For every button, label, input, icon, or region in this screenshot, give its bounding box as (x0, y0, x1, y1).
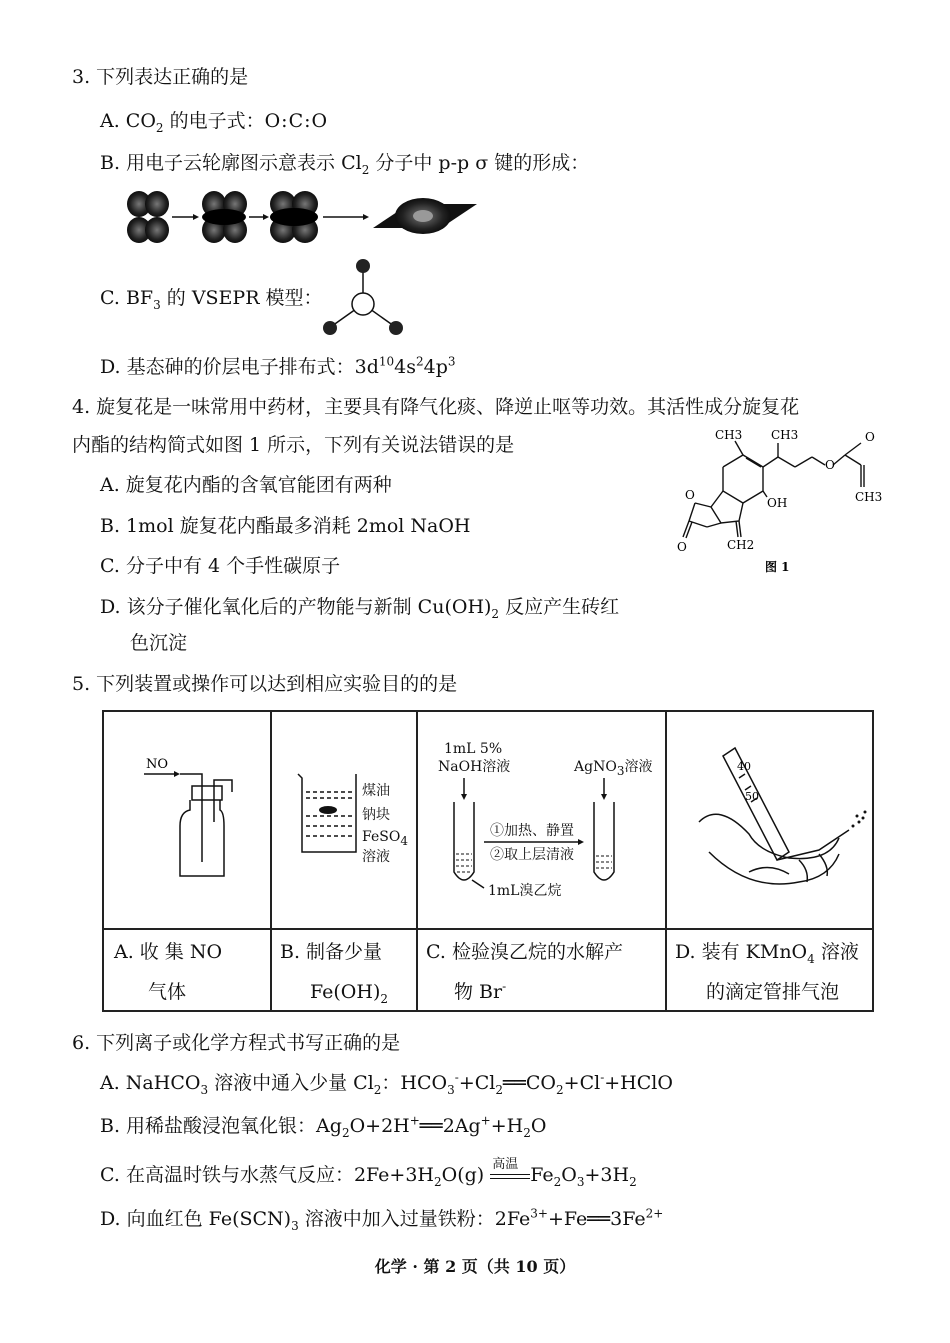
cap-c2-pre: 物 Br (454, 981, 503, 1003)
label-bromoethane: 1mL溴乙烷 (488, 883, 562, 899)
orbital-overlap-figure (125, 188, 480, 246)
feso4-text: FeSO (362, 829, 401, 845)
q6d-sup1: 3+ (530, 1206, 548, 1221)
q6a-pre: A. NaHCO (100, 1072, 201, 1094)
burette-hand-figure (679, 742, 869, 892)
caption-d-line2: 的滴定管排气泡 (706, 981, 840, 1003)
q3-d-sup3: 3 (447, 354, 456, 369)
q3-b-sub: 2 (361, 162, 370, 177)
caption-c-line2 (454, 972, 506, 1012)
burette-mark-40: 40 (737, 760, 751, 773)
q4-d-tail: 反应产生砖红 (499, 596, 620, 618)
label-naoh-2: NaOH溶液 (438, 759, 511, 775)
q6c-m3: O (561, 1164, 577, 1186)
q6b-m3: +H (490, 1115, 524, 1137)
q6d-m2: +Fe (547, 1208, 588, 1230)
xuanfuhua-lactone-structure (675, 425, 885, 580)
caption-b-line2 (310, 972, 388, 1012)
agno3-pre: AgNO (574, 759, 617, 775)
bf3-vsepr-model (318, 256, 408, 340)
cap-b2-pre: Fe(OH) (310, 981, 381, 1003)
q3-c-sub: 3 (153, 297, 161, 312)
q6c-m4: +3H (584, 1164, 630, 1186)
gas-washing-bottle (134, 752, 254, 892)
q6a-sub3: 3 (447, 1082, 455, 1097)
cell-a-no-label: NO (146, 757, 169, 772)
fig-label-ch3a: CH3 (715, 428, 743, 442)
q6a-sup5: - (600, 1070, 605, 1085)
q6b-m2: 2Ag (442, 1115, 481, 1137)
q3-d-m1: 4s (394, 356, 417, 378)
caption-c-line1: C. 检验溴乙烷的水解产 (426, 941, 623, 963)
q3-c-tail: 的 VSEPR 模型： (160, 287, 323, 309)
q3-b-pre: B. 用电子云轮廓图示意表示 Cl (100, 152, 362, 174)
q3-c-pre: C. BF (100, 287, 154, 309)
q6b-m1: O+2H (349, 1115, 410, 1137)
cap-d1-sub: 4 (807, 951, 815, 966)
label-kerosene: 煤油 (362, 783, 390, 799)
fig-label-ch2: CH2 (727, 538, 755, 552)
q5-apparatus-table (102, 710, 874, 1012)
q6a-sub1: 3 (200, 1082, 209, 1097)
q6a-sup3: - (454, 1070, 459, 1085)
label-step2: ②取上层清液 (490, 847, 574, 863)
q3-b-tail: 分子中 p-p σ 键的形成： (369, 152, 590, 174)
q3-option-a (100, 108, 328, 134)
q6a-m3: +Cl (458, 1072, 496, 1094)
fig-label-o3: O (685, 488, 695, 502)
burette-mark-50: 50 (745, 790, 759, 803)
page-footer: 化学 · 第 2 页（共 10 页） (374, 1257, 576, 1276)
q4-option-d (100, 594, 619, 620)
label-step1: ①加热、静置 (490, 823, 574, 839)
cap-d1-pre: D. 装有 KMnO (675, 941, 808, 963)
q4-option-a: A. 旋复花内酯的含氧官能团有两种 (100, 474, 392, 496)
q6d-m3: 3Fe (610, 1208, 646, 1230)
q6b-sub1: 2 (341, 1125, 350, 1140)
q4-d-sub: 2 (491, 606, 500, 621)
q6a-sub2: 2 (373, 1082, 382, 1097)
caption-a-line1: A. 收 集 NO (114, 941, 223, 963)
q3-a-label: A. CO (100, 110, 156, 132)
fig-label-o2: O (865, 430, 875, 444)
q6d-pre: D. 向血红色 Fe(SCN) (100, 1208, 292, 1230)
q6b-sub2: 2 (523, 1125, 531, 1140)
q3-d-pre: D. 基态砷的价层电子排布式：3d (100, 356, 379, 378)
q6-option-b (100, 1113, 546, 1139)
q6c-sub2: 2 (553, 1174, 562, 1189)
fig-label-ch3c: CH3 (855, 490, 883, 504)
p-orbital-1 (127, 191, 169, 243)
q4-option-b: B. 1mol 旋复花内酯最多消耗 2mol NaOH (100, 515, 471, 537)
q6-option-d (100, 1206, 663, 1232)
q6-option-a (100, 1070, 673, 1096)
co2-electron-formula: O:C:O (264, 110, 329, 132)
label-naoh-1: 1mL 5% (444, 741, 503, 757)
q6c-condition-arrow (490, 1157, 530, 1186)
q5-stem: 5. 下列装置或操作可以达到相应实验目的的是 (72, 673, 458, 695)
q6d-eq: ══ (587, 1208, 611, 1230)
q3-stem: 3. 下列表达正确的是 (72, 66, 249, 88)
q6d-sub1: 3 (291, 1218, 299, 1233)
q4-option-c: C. 分子中有 4 个手性碳原子 (100, 555, 341, 577)
q3-d-sup2: 2 (416, 354, 424, 369)
fig-label-o4: O (677, 540, 687, 554)
feso4-sub: 4 (400, 833, 408, 848)
agno3-tail: 溶液 (624, 759, 653, 775)
q4-stem-line1: 4. 旋复花是一味常用中药材，主要具有降气化痰、降逆止呕等功效。其活性成分旋复花 (72, 396, 800, 418)
cap-b2-sub: 2 (380, 991, 388, 1006)
p-orbital-3 (270, 191, 318, 243)
q6c-m2: Fe (530, 1164, 554, 1186)
q6a-sub5: 2 (556, 1082, 564, 1097)
agno3-sub: 3 (616, 763, 625, 778)
label-solution: 溶液 (362, 849, 390, 865)
fig-label-ch3b: CH3 (771, 428, 799, 442)
label-agno3 (574, 758, 652, 776)
cap-c2-sup: - (502, 979, 507, 994)
q6b-eq: ══ (419, 1115, 443, 1137)
caption-b-line1: B. 制备少量 (280, 941, 383, 963)
q6c-sub1: 2 (434, 1174, 442, 1189)
caption-d-line1 (675, 932, 859, 972)
q6a-m1: 溶液中通入少量 Cl (208, 1072, 374, 1094)
p-orbital-2 (202, 191, 247, 243)
fig-label-oh: OH (767, 496, 788, 510)
q6c-sub3: 3 (576, 1174, 585, 1189)
q6a-m5: +Cl (563, 1072, 601, 1094)
q4-option-d-line2: 色沉淀 (130, 632, 188, 654)
q6c-m1: O(g) (441, 1164, 485, 1186)
q4-stem-line2: 内酯的结构简式如图 1 所示，下列有关说法错误的是 (72, 434, 515, 456)
q3-d-m2: 4p (423, 356, 448, 378)
q6a-m6: +HClO (604, 1072, 673, 1094)
q6c-sub4: 2 (629, 1174, 637, 1189)
q6-stem: 6. 下列离子或化学方程式书写正确的是 (72, 1032, 401, 1054)
q3-option-c (100, 285, 323, 311)
fig-label-o1: O (825, 458, 835, 472)
q6a-m2: ：HCO (381, 1072, 448, 1094)
sigma-bond-orbital (373, 198, 477, 234)
q6c-pre: C. 在高温时铁与水蒸气反应：2Fe+3H (100, 1164, 434, 1186)
q6a-eq: ══ (503, 1072, 526, 1094)
q3-option-d (100, 354, 456, 380)
q3-d-sup1: 10 (378, 354, 395, 369)
q6b-m4: O (530, 1115, 547, 1137)
label-feso4 (362, 828, 408, 846)
q6-option-c (100, 1157, 637, 1189)
cap-d1-tail: 溶液 (814, 941, 859, 963)
q3-option-b (100, 150, 589, 176)
q4-d-pre: D. 该分子催化氧化后的产物能与新制 Cu(OH) (100, 596, 492, 618)
q3-a-sub: 2 (155, 120, 164, 135)
q6c-condition: 高温 (492, 1157, 519, 1172)
caption-a-line2: 气体 (148, 981, 187, 1003)
q6a-m4: CO (525, 1072, 557, 1094)
q6d-m1: 溶液中加入过量铁粉：2Fe (298, 1208, 531, 1230)
q6b-pre: B. 用稀盐酸浸泡氧化银：Ag (100, 1115, 342, 1137)
fig1-caption: 图 1 (765, 560, 790, 574)
q6b-sup2: + (480, 1113, 491, 1128)
q6b-sup1: + (409, 1113, 420, 1128)
q6a-sub4: 2 (495, 1082, 503, 1097)
label-sodium: 钠块 (362, 807, 390, 823)
q6d-sup2: 2+ (645, 1206, 664, 1221)
q3-a-tail: 的电子式： (163, 110, 265, 132)
